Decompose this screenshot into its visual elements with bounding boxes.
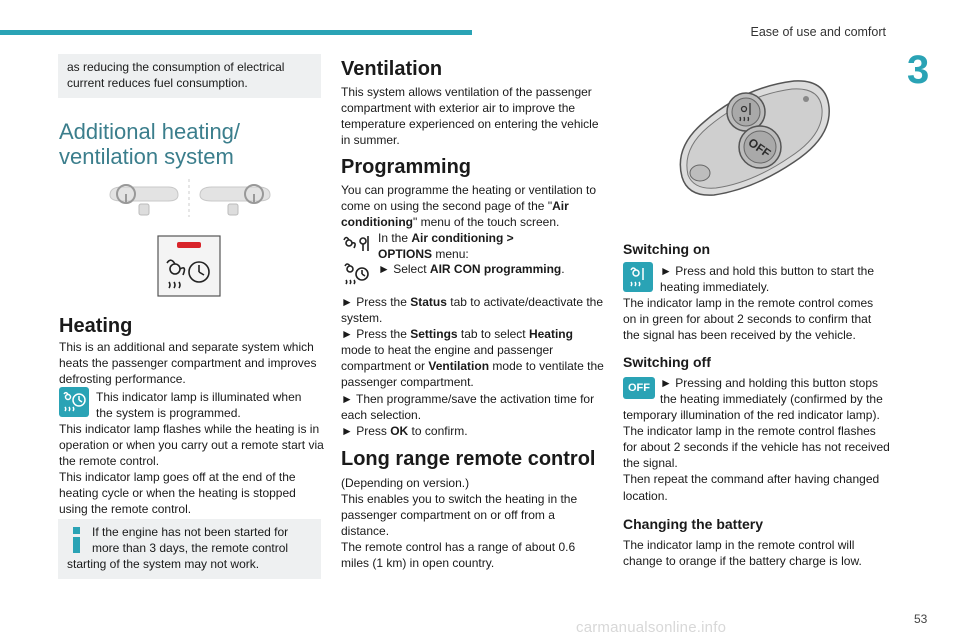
- programming-paragraph-1: You can programme the heating or ventilation to come on using the second page of the "Air conditioning" menu of the touch screen.: [341, 183, 597, 230]
- programming-step-1: In the Air conditioning >: [378, 231, 514, 245]
- switching-on-text-1: ► Press and hold this button to start the: [660, 264, 874, 278]
- watermark: carmanualsonline.info: [576, 619, 727, 636]
- changing-battery-title: Changing the battery: [623, 516, 764, 532]
- section-title: Ease of use and comfort: [750, 25, 886, 39]
- programming-status: ► Press the Status tab to activate/deactivate the system.: [341, 295, 604, 326]
- switching-off-text-1: ► Pressing and holding this button stops: [660, 376, 879, 390]
- heating-button-panel-illustration: [157, 235, 221, 297]
- steering-wheel-illustration: [108, 177, 278, 219]
- heating-paragraph-3: This indicator lamp goes off at the end of the heating cycle or when the heating is stopped using the remote control.: [59, 470, 296, 517]
- switching-off-text-3: The indicator lamp in the remote control flashes for about 2 seconds if the vehicle has not received the signal.: [623, 424, 890, 471]
- remote-control-illustration: [674, 77, 834, 202]
- heating-paragraph-1: This is an additional and separate system which heats the passenger compartment and improves defrosting performance.: [59, 340, 317, 387]
- programming-title: Programming: [341, 156, 472, 178]
- page-number: 53: [914, 612, 928, 626]
- remote-paragraph-1: (Depending on version.): [341, 476, 470, 490]
- chapter-number: 3: [907, 48, 930, 92]
- heating-lamp-text-2: the system is programmed.: [96, 406, 241, 421]
- chapter-heading-line2: ventilation system: [59, 144, 234, 169]
- switching-on-text-2: heating immediately.: [660, 280, 770, 295]
- info-icon: [73, 527, 80, 553]
- switch-on-button-icon: [623, 262, 653, 292]
- heating-title: Heating: [59, 315, 133, 337]
- ventilation-paragraph: This system allows ventilation of the passenger compartment with exterior air to improve the temperature experienced on entering the vehicle in summer.: [341, 85, 599, 148]
- programming-ok: ► Press OK to confirm.: [341, 423, 468, 438]
- programming-step-2: ► Select AIR CON programming.: [378, 262, 565, 276]
- air-con-programming-icon: [342, 262, 372, 288]
- switching-on-title: Switching on: [623, 241, 711, 257]
- switching-off-text-4: Then repeat the command after having changed location.: [623, 472, 880, 503]
- intro-note-text: as reducing the consumption of electrical current reduces fuel consumption.: [67, 60, 285, 91]
- switching-off-title: Switching off: [623, 354, 711, 370]
- remote-control-title: Long range remote control: [341, 448, 596, 470]
- switching-on-text-3: The indicator lamp in the remote control comes on in green for about 2 seconds to confirm that the signal has been received by the vehicle.: [623, 296, 874, 343]
- heating-lamp-text-1: This indicator lamp is illuminated when: [96, 390, 302, 404]
- info-text-2: more than 3 days, the remote control: [92, 541, 289, 556]
- chapter-heading-line1: Additional heating/: [59, 119, 241, 144]
- changing-battery-text: The indicator lamp in the remote control will change to orange if the battery charge is low.: [623, 538, 862, 569]
- remote-paragraph-2: This enables you to switch the heating in the passenger compartment on or off from a distance.: [341, 492, 578, 539]
- heating-paragraph-2: This indicator lamp flashes while the heating is in operation or when you carry out a remote start via the remote control.: [59, 422, 324, 469]
- programming-step-1b: OPTIONS menu:: [378, 247, 469, 262]
- heating-indicator-icon: [59, 387, 89, 417]
- programming-save: ► Then programme/save the activation time for each selection.: [341, 391, 595, 422]
- info-text-1: If the engine has not been started for: [92, 525, 289, 539]
- off-icon-label: OFF: [628, 382, 650, 394]
- programming-settings: ► Press the Settings tab to select Heating mode to heat the engine and passenger compartment or Ventilation mode to ventilate the passenger compartment.: [341, 327, 604, 390]
- info-text-3: starting of the system may not work.: [67, 557, 260, 571]
- header-accent-bar: [0, 30, 472, 35]
- switching-off-text-2: the heating immediately (confirmed by the temporary illumination of the red indicator lamp).: [623, 392, 883, 423]
- remote-off-button-label: OFF: [745, 135, 774, 161]
- ventilation-title: Ventilation: [341, 58, 443, 80]
- air-conditioning-menu-icon: [342, 233, 372, 255]
- remote-paragraph-3: The remote control has a range of about 0.6 miles (1 km) in open country.: [341, 540, 576, 571]
